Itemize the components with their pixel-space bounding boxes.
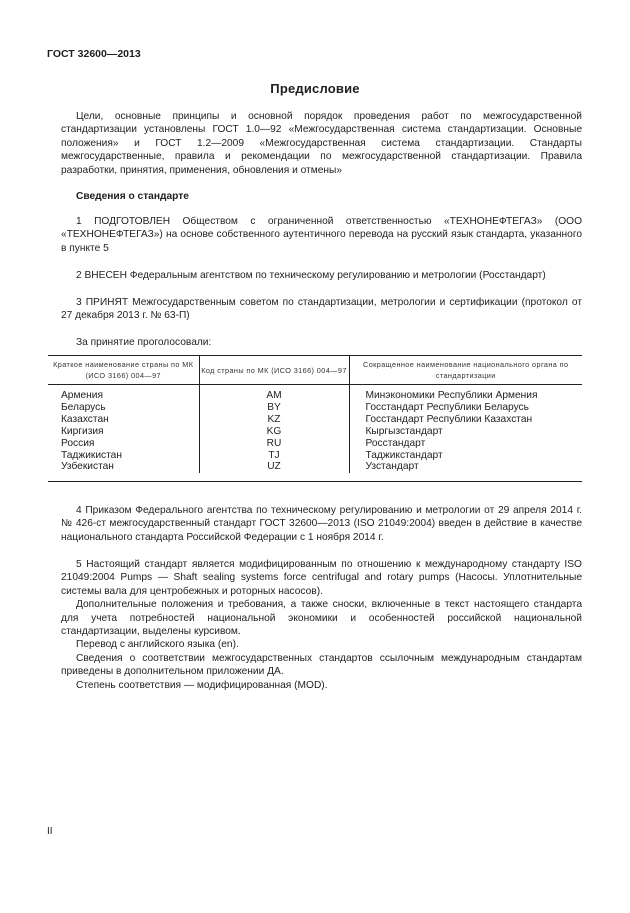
item-5-text: 5 Настоящий стандарт является модифицированным по отношению к международному стандарту ISO 21049:2004 Pumps — Shaft sealing systems force centrifugal and rotary pumps (Насосы. Уплотнительные системы вала для центробежных и роторных насосов).	[61, 559, 582, 597]
intro-paragraph	[61, 110, 582, 177]
item-5-translation: Перевод с английского языка (en).	[76, 639, 239, 651]
code-cell: RU	[199, 438, 349, 450]
page-number: II	[47, 826, 53, 837]
org-cell: Таджикстандарт	[349, 450, 582, 462]
org-cell: Росстандарт	[349, 438, 582, 450]
voting-table-grid	[48, 356, 582, 473]
item-5-conformity: Степень соответствия — модифицированная (MOD).	[76, 679, 328, 691]
country-cell: Беларусь	[61, 401, 106, 413]
code-cell: KG	[199, 426, 349, 438]
item-4-text: 4 Приказом Федерального агентства по техническому регулированию и метрологии от 29 апреля 2014 г. № 426-ст межгосударственный стандарт ГОСТ 32600—2013 (ISO 21049:2004) введен в действие в качестве национального стандарта Российской Федерации с 1 ноября 2014 г.	[61, 505, 582, 543]
item-2-text: 2 ВНЕСЕН Федеральным агентством по техническому регулированию и метрологии (Росстандарт)	[76, 270, 546, 281]
voted-label-text: За принятие проголосовали:	[76, 337, 212, 348]
item-5-additions: Дополнительные положения и требования, а также сноски, включенные в текст настоящего стандарта для учета потребностей национальной экономики и особенностей российской национальной стандартизации, выделены курсивом.	[61, 599, 582, 638]
table-row	[48, 414, 582, 426]
header-code: Код страны по МК (ИСО 3166) 004—97	[199, 356, 349, 385]
table-row	[48, 426, 582, 438]
table-header-row	[48, 356, 582, 385]
country-cell: Таджикистан	[61, 449, 122, 461]
code-cell: AM	[199, 390, 349, 402]
country-cell: Киргизия	[61, 425, 104, 437]
standard-code-header: ГОСТ 32600—2013	[47, 48, 141, 60]
org-cell: Узстандарт	[349, 461, 582, 473]
page-title: Предисловие	[270, 81, 360, 96]
header-country: Краткое наименование страны по МК (ИСО 3166) 004—97	[48, 356, 199, 385]
table-row	[48, 461, 582, 473]
org-cell: Госстандарт Республики Казахстан	[349, 414, 582, 426]
table-row	[48, 438, 582, 450]
country-cell: Узбекистан	[61, 461, 114, 473]
item-5	[61, 558, 582, 692]
country-cell: Армения	[61, 390, 103, 401]
header-org: Сокращенное наименование национального органа по стандартизации	[349, 356, 582, 385]
section-heading: Сведения о стандарте	[76, 191, 189, 202]
voted-label	[61, 336, 582, 349]
item-4	[61, 504, 582, 544]
country-cell: Казахстан	[61, 413, 109, 425]
item-2	[61, 269, 582, 282]
item-3	[61, 296, 582, 323]
code-cell: KZ	[199, 414, 349, 426]
code-cell: TJ	[199, 450, 349, 462]
item-1-text: 1 ПОДГОТОВЛЕН Обществом с ограниченной ответственностью «ТЕХНОНЕФТЕГАЗ» (ООО «ТЕХНОНЕФТЕГАЗ») на основе собственного аутентичного перевода на русский язык стандарта, указанного в пункте 5	[61, 216, 582, 254]
table-row	[48, 390, 582, 402]
org-cell: Кыргызстандарт	[349, 426, 582, 438]
country-cell: Россия	[61, 437, 95, 449]
org-cell: Госстандарт Республики Беларусь	[349, 402, 582, 414]
voting-table	[48, 355, 582, 482]
item-1	[61, 215, 582, 255]
code-cell: UZ	[199, 461, 349, 473]
item-5-references: Сведения о соответствии межгосударственных стандартов ссылочным международным стандартам приведены в дополнительном приложении ДА.	[61, 652, 582, 678]
code-cell: BY	[199, 402, 349, 414]
table-row	[48, 402, 582, 414]
intro-text: Цели, основные принципы и основной порядок проведения работ по межгосударственной стандартизации установлены ГОСТ 1.0—92 «Межгосударственная система стандартизации. Основные положения» и ГОСТ 1.2—2009 «Межгосударственная система стандартизации. Стандарты межгосударственные, правила и рекомендации по межгосударственной стандартизации. Правила разработки, принятия, применения, обновления и отмены»	[61, 111, 582, 176]
item-3-text: 3 ПРИНЯТ Межгосударственным советом по стандартизации, метрологии и сертификации (протокол от 27 декабря 2013 г. № 63-П)	[61, 297, 582, 322]
org-cell: Минэкономики Республики Армения	[349, 390, 582, 402]
table-row	[48, 450, 582, 462]
